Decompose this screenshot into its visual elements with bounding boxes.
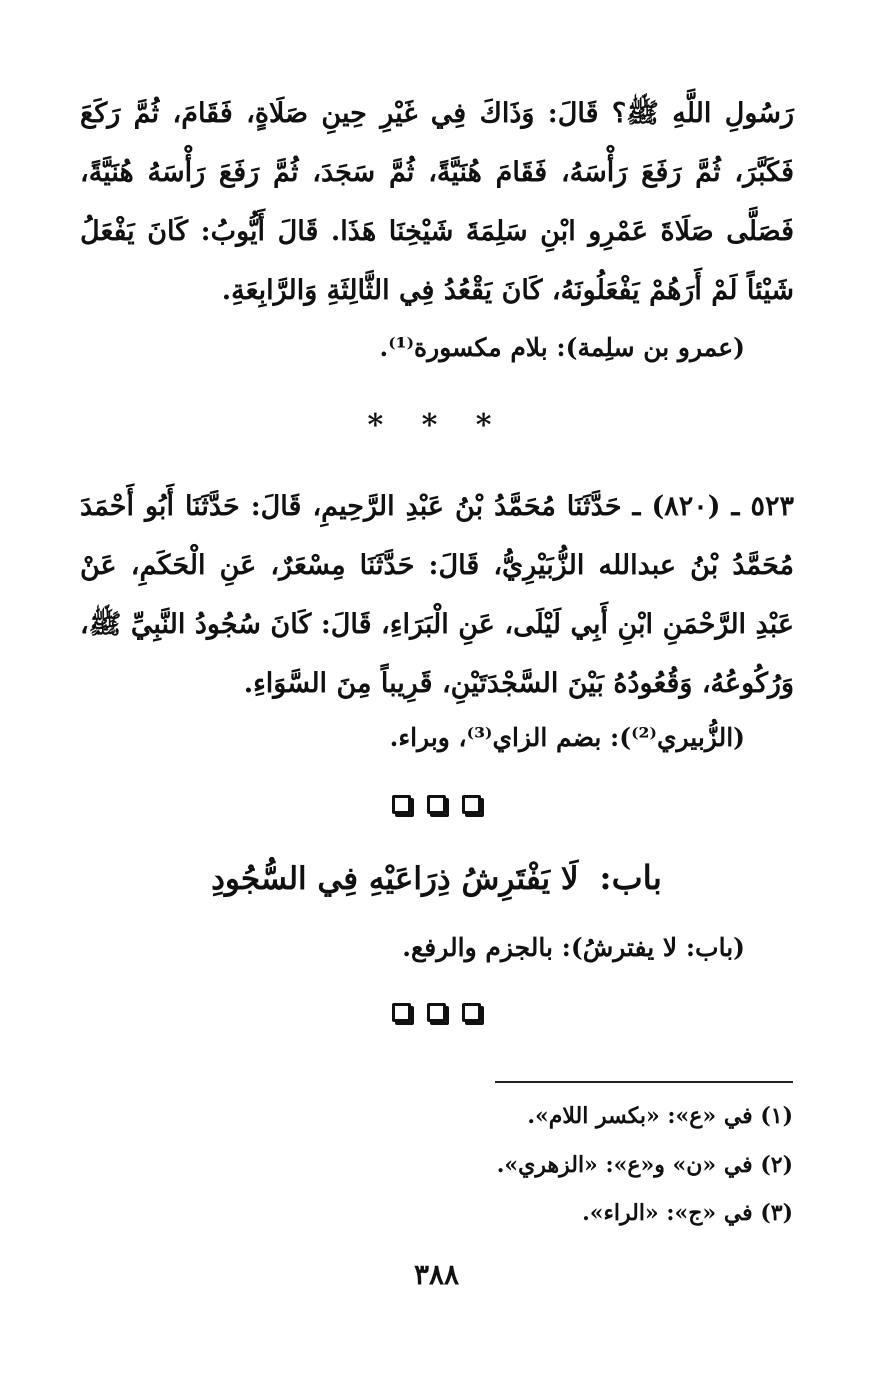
footnote-2: (٢) في «ن» و«ع»: «الزهري». [496, 1152, 793, 1178]
page-number: ٣٨٨ [413, 1258, 460, 1291]
hadith-paragraph-523: ٥٢٣ ـ (٨٢٠) ـ حَدَّثَنَا مُحَمَّدُ بْنُ عَبْدِ الرَّحِيمِ، قَالَ: حَدَّثَنَا أَبُو أَحْمَدَ مُحَمَّدُ بْنُ عبدالله الزُّبَيْرِيُّ، قَالَ: حَدَّثَنَا مِسْعَرٌ، عَنِ الْحَكَمِ، عَنْ عَبْدِ الرَّحْمَنِ ابْنِ أَبِي لَيْلَى، عَنِ الْبَرَاءِ، قَالَ: كَانَ سُجُودُ النَّبِيِّ ﷺ، وَرُكُوعُهُ، وَقُعُودُهُ بَيْنَ السَّجْدَتَيْنِ، قَرِيباً مِنَ السَّوَاءِ. [80, 491, 794, 699]
section-separator-stars: * * * [367, 408, 506, 443]
explanatory-note-1: (عمرو بن سلِمة): بلام مكسورة⁽¹⁾. [379, 333, 745, 362]
chapter-label: باب: [599, 858, 662, 897]
separator-square-icon [427, 795, 446, 814]
chapter-title: لَا يَفْتَرِشُ ذِرَاعَيْهِ فِي السُّجُودِ [211, 861, 579, 897]
separator-square-icon [392, 1003, 411, 1022]
footnote-3: (٣) في «ج»: «الراء». [582, 1200, 793, 1226]
separator-square-icon [462, 795, 481, 814]
footnote-divider [495, 1081, 793, 1083]
separator-square-icon [462, 1003, 481, 1022]
explanatory-note-2: (الزُّبيري⁽²⁾): بضم الزاي⁽³⁾، وبراء. [389, 723, 745, 752]
chapter-heading [0, 856, 873, 901]
separator-square-icon [392, 795, 411, 814]
explanatory-note-3: (باب: لا يفترشُ): بالجزم والرفع. [402, 933, 745, 962]
hadith-paragraph-continued: رَسُولِ اللَّهِ ﷺ؟ قَالَ: وَذَاكَ فِي غَيْرِ حِينِ صَلَاةٍ، فَقَامَ، ثُمَّ رَكَعَ فَكَبَّرَ، ثُمَّ رَفَعَ رَأْسَهُ، فَقَامَ هُنَيَّةً، ثُمَّ سَجَدَ، ثُمَّ رَفَعَ رَأْسَهُ هُنَيَّةً، فَصَلَّى صَلَاةَ عَمْرِو ابْنِ سَلِمَةَ شَيْخِنَا هَذَا. قَالَ أَيُّوبُ: كَانَ يَفْعَلُ شَيْئاً لَمْ أَرَهُمْ يَفْعَلُونَهُ، كَانَ يَقْعُدُ فِي الثَّالِثَةِ وَالرَّابِعَةِ. [80, 98, 794, 306]
footnote-1: (١) في «ع»: «بكسر اللام». [527, 1103, 793, 1129]
section-separator-squares-2 [0, 1003, 873, 1022]
separator-square-icon [427, 1003, 446, 1022]
section-separator-squares-1 [0, 795, 873, 814]
